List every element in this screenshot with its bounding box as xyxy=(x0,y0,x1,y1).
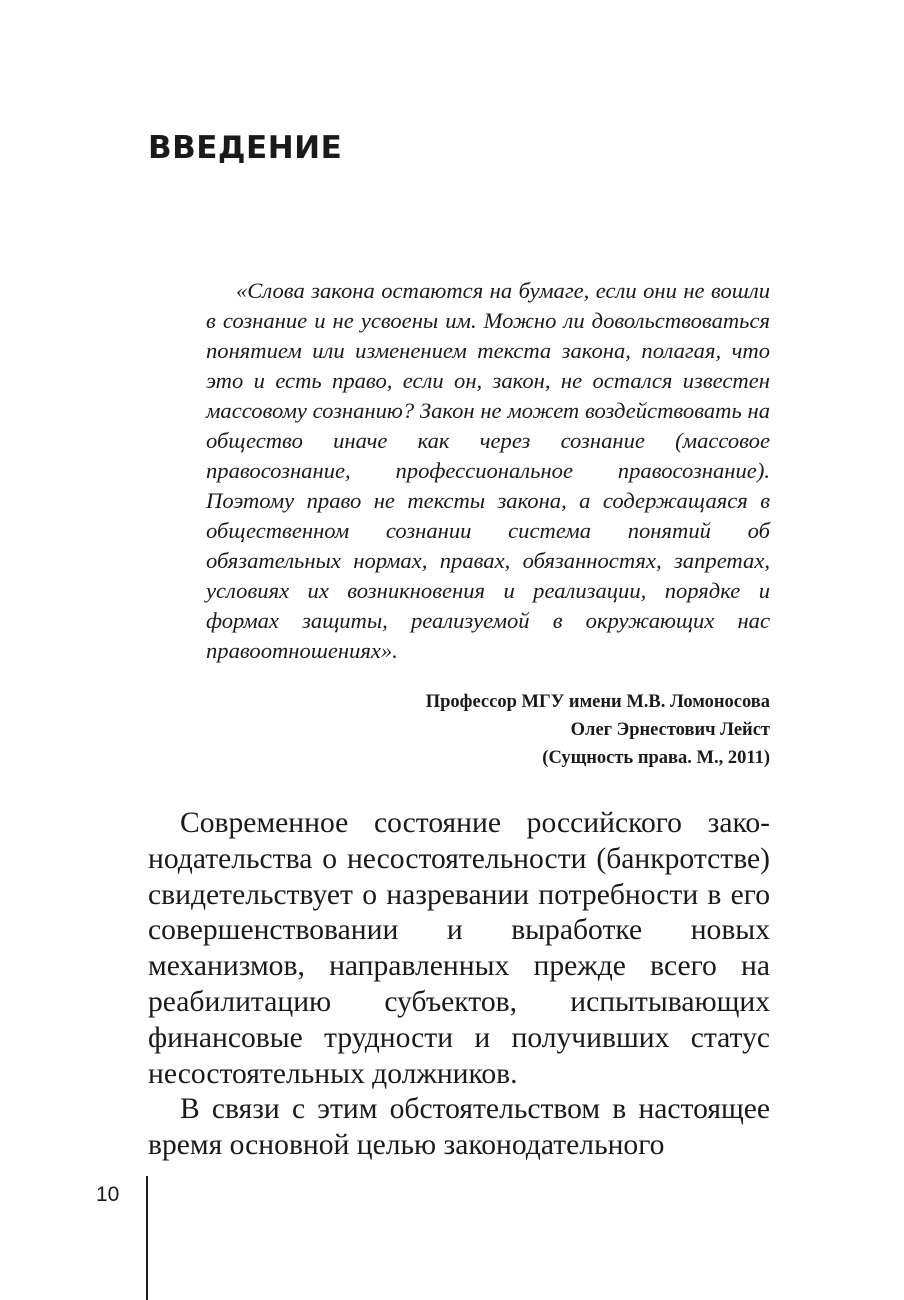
epigraph-attribution xyxy=(270,688,770,772)
attribution-author-title: Профессор МГУ имени М.В. Ломоносова xyxy=(425,692,770,712)
margin-rule xyxy=(146,1176,148,1300)
attribution-source: (Сущность права. М., 2011) xyxy=(542,748,770,768)
epigraph-quote: «Слова закона остаются на бумаге, если они не вошли в сознание и не усвоены им. Можно ли довольствоваться понятием или изменением текста закона, полагая, что это и есть право, если он, закон, не остался известен массовому сознанию? Закон не может воздействовать на общество иначе как через сознание (массовое правосознание, профессиональное правосознание). Поэтому право не тексты закона, а содержащаяся в общественном сознании система понятий об обязательных нормах, правах, обязанностях, запретах, условиях их возникновения и реализации, порядке и формах защиты, реализуемой в окружающих нас правоотношениях». xyxy=(206,278,770,663)
body-paragraph: В связи с этим обстоятельством в настоящее время основной целью законодательного xyxy=(148,1093,770,1162)
body-paragraph: Современное состояние российского законодательства о несостоятельности (банкротстве) свидетельствует о назревании потребности в его совершенствовании и выработке новых механизмов, направленных прежде всего на реабилитацию субъектов, испытывающих финансовые трудности и получивших статус несостоятельных должников. xyxy=(148,807,770,1090)
chapter-heading: ВВЕДЕНИЕ xyxy=(148,130,343,166)
body-text xyxy=(148,806,770,1164)
attribution-author-name: Олег Эрнестович Лейст xyxy=(570,720,770,740)
page-number: 10 xyxy=(96,1183,120,1206)
